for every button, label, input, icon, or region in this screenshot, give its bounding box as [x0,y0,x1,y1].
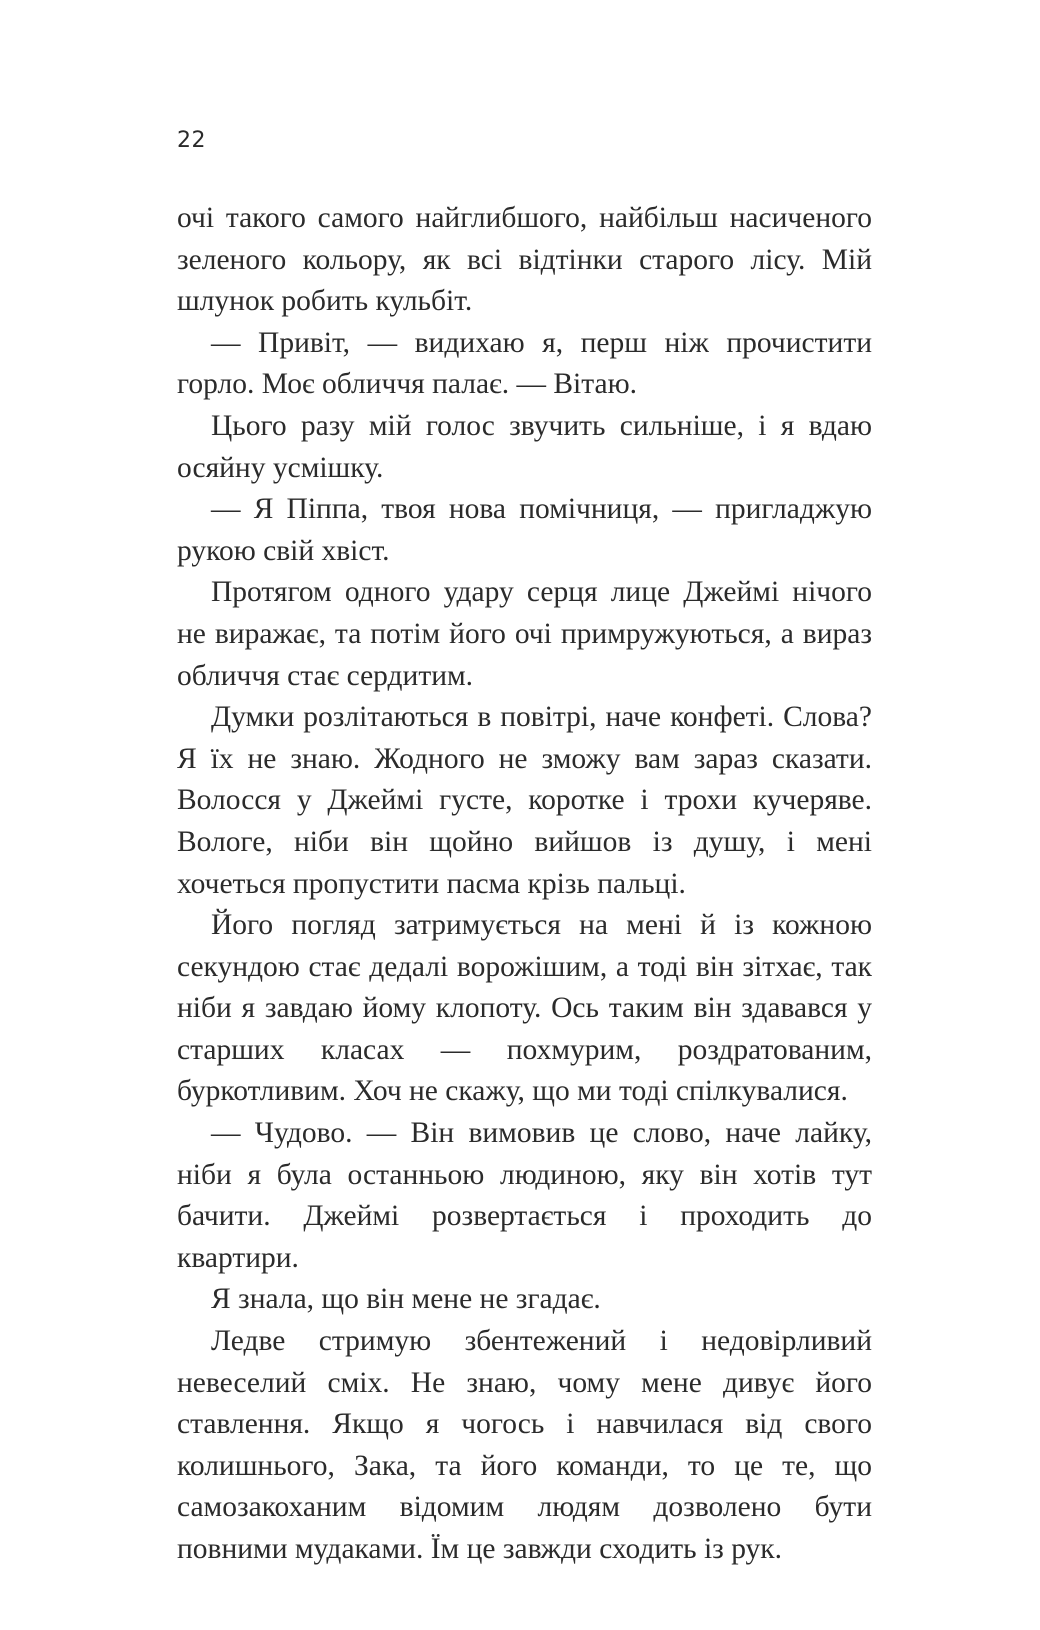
paragraph: Його погляд затримується на мені й із кожною секундою стає дедалі ворожішим, а тоді він зітхає, так ніби я завдаю йому клопоту. Ось таким він здавався у старших класах — похмурим, роздратованим, буркотливим. Хоч не скажу, що ми тоді спілкувалися. [177,909,872,1108]
paragraph: Ледве стримую збентежений і недовірливий невеселий сміх. Не знаю, чому мене дивує його ставлення. Якщо я чогось і навчилася від свого колишнього, Зака, та його команди, то це те, що самозакоханим відомим людям дозволено бути повними мудаками. Їм це завжди сходить із рук. [177,1325,872,1565]
paragraph: — Чудово. — Він вимовив це слово, наче лайку, ніби я була останньою людиною, яку він хотів тут бачити. Джеймі розвертається і проходить до квартири. [177,1117,872,1274]
paragraph: Я знала, що він мене не згадає. [211,1283,601,1316]
paragraph: очі такого самого найглибшого, найбільш насиченого зеленого кольору, як всі відтінки старого лісу. Мій шлунок робить кульбіт. [177,202,872,318]
paragraph: Цього разу мій голос звучить сильніше, і я вдаю осяйну усмішку. [177,409,872,484]
paragraph: Думки розлітаються в повітрі, наче конфеті. Слова? Я їх не знаю. Жодного не зможу вам зараз сказати. Волосся у Джеймі густе, коротке і трохи кучеряве. Вологе, ніби він щойно вийшов із душу, і мені хочеться пропустити пасма крізь пальці. [177,701,872,900]
paragraph: — Я Піппа, твоя нова помічниця, — пригладжую рукою свій хвіст. [177,493,872,567]
paragraph: Протягом одного удару серця лице Джеймі нічого не виражає, та потім його очі примружуються, а вираз обличчя стає сердитим. [177,576,872,692]
body-text [177,198,872,1571]
paragraph: — Привіт, — видихаю я, перш ніж прочистити горло. Моє обличчя палає. — Вітаю. [177,326,872,401]
page-number: 22 [177,128,206,153]
